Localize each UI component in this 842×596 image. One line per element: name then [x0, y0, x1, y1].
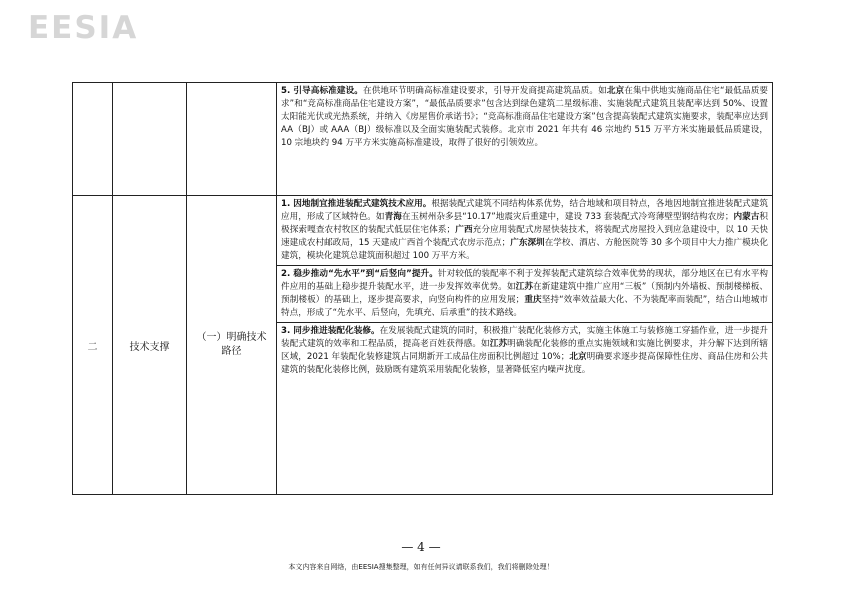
item-5-text-1: 在集中供地实施商品住宅“最低品质要求”和“竞高标准商品住宅建设方案”，“最低品质要求”包含达到绿色建筑二星级标准、实施装配式建筑且装配率达到 50%、设置太阳能光伏或光热系统，并纳入《房屋售价承诺书》；“竞高标准商品住宅建设方案”包含提高装配式建筑实施要求，装配率应达到 AA（BJ）或 AAA（BJ）级标准以及全面实施装配式装修。北京市 2021 年共有 46 宗地约 515 万平方米实施最低品质建设，10 宗地块约 94 万平方米实施高标准建设，取得了很好的引领效应。 — [281, 86, 768, 148]
item-3-region-jiangsu: 江苏 — [489, 339, 508, 349]
item-5-region-beijing: 北京 — [606, 86, 625, 96]
item-2-title: 2. 稳步推动“先水平”到“后竖向”提升。 — [281, 269, 438, 279]
item-1-region-guangxi: 广西 — [455, 225, 473, 235]
subcategory-line-2: 路径 — [221, 346, 242, 357]
item-1-region-qinghai: 青海 — [384, 212, 402, 222]
eesia-logo: EESIA — [28, 10, 139, 46]
subcategory-line-1: （一）明确技术 — [196, 332, 267, 343]
footer-disclaimer: 本文内容来自网络，由EESIA搜集整理，如有任何异议请联系我们，我们将删除处理！ — [288, 563, 554, 571]
item-1-text-0: 根据装配式建筑不同结构体系优势，结合地域和项目特点，各地因地制宜推进装配式建筑应用，形成了区域特色。如 — [281, 199, 768, 222]
item-2-paragraph — [277, 265, 772, 322]
item-1-region-shenzhen: 广东深圳 — [510, 238, 545, 248]
row-main-subcategory-cell — [187, 196, 277, 495]
row-top-index-cell — [73, 83, 113, 196]
item-3-title: 3. 同步推进装配化装修。 — [281, 326, 380, 336]
item-1-paragraph — [277, 196, 772, 265]
item-1-title: 1. 因地制宜推进装配式建筑技术应用。 — [281, 199, 432, 209]
item-3-paragraph — [277, 322, 772, 379]
item-2-region-chongqing: 重庆 — [524, 295, 542, 305]
item-1-text-4: 在学校、酒店、方舱医院等 30 多个项目中大力推广模块化建筑，模块化建筑总建筑面积超过 100 万平方米。 — [281, 238, 768, 261]
item-2-text-1: 在新建建筑中推广应用“三板”（预制内外墙板、预制楼梯板、预制楼板）的基础上，逐步提高要求，向竖向构件的应用发展； — [281, 282, 768, 305]
item-1-text-1: 在玉树州杂多县“10.17”地震灾后重建中，建设 733 套装配式冷弯薄壁型钢结构农房； — [401, 212, 734, 222]
row-top-category-cell — [113, 83, 187, 196]
item-3-text-0: 在发展装配式建筑的同时，积极推广装配化装修方式，实施主体施工与装修施工穿插作业，进一步提升装配式建筑的效率和工程品质，提高老百姓获得感。如 — [281, 326, 768, 349]
item-3-text-2: 明确要求逐步提高保障性住房、商品住房和公共建筑的装配化装修比例，鼓励既有建筑采用装配化装修，显著降低室内噪声扰度。 — [281, 352, 768, 375]
policy-table — [72, 82, 773, 495]
item-3-region-beijing: 北京 — [569, 352, 587, 362]
row-top-content-cell — [277, 83, 773, 196]
item-3-text-1: 明确装配化装修的重点实施领域和实施比例要求，并分解下达到所辖区域，2021 年装配化装修建筑占同期新开工成品住房面积比例超过 10%； — [281, 339, 768, 362]
item-1-region-neimenggu: 内蒙古 — [733, 212, 760, 222]
item-2-text-0: 针对较低的装配率不利于发挥装配式建筑综合效率优势的现状，部分地区在已有水平构件应用的基础上稳步提升装配水平，进一步发挥效率优势。如 — [281, 269, 768, 292]
item-1-text-3: 充分应用装配式房屋快装技术，将装配式房屋投入到应急建设中，以 10 天快速建成农村邮政局，15 天建成广西首个装配式农房示范点； — [281, 225, 768, 248]
item-2-region-jiangsu: 江苏 — [515, 282, 534, 292]
item-5-title: 5. 引导高标准建设。 — [281, 86, 364, 96]
row-main-index-cell: 二 — [73, 196, 113, 495]
item-1-text-2: 积极探索嘎查农村牧区的装配式低层住宅体系； — [281, 212, 768, 235]
item-5-paragraph — [277, 83, 772, 152]
row-main-content-cell — [277, 196, 773, 495]
page-number: — 4 — — [401, 540, 441, 554]
item-5-text-0: 在供地环节明确高标准建设要求，引导开发商提高建筑品质。如 — [363, 86, 607, 96]
row-main-category-cell: 技术支撑 — [113, 196, 187, 495]
row-top-subcategory-cell — [187, 83, 277, 196]
item-2-text-2: 坚持“效率效益最大化、不为装配率而装配”，结合山地城市特点，形成了“先水平、后竖向，先填充、后承重”的技术路线。 — [281, 295, 768, 318]
table-row-main — [73, 196, 773, 495]
table-row-top — [73, 83, 773, 196]
